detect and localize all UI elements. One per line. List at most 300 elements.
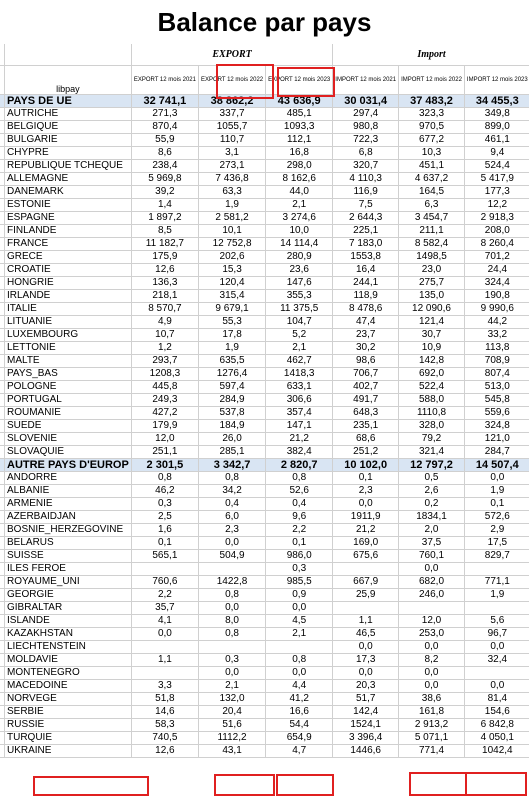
value-cell[interactable]: 23,6	[266, 264, 333, 277]
country-cell[interactable]: BELGIQUE	[5, 121, 132, 134]
value-cell[interactable]: 545,8	[464, 394, 529, 407]
value-cell[interactable]: 284,9	[198, 394, 265, 407]
value-cell[interactable]: 79,2	[399, 433, 465, 446]
value-cell[interactable]: 190,8	[464, 290, 529, 303]
value-cell[interactable]: 235,1	[333, 420, 399, 433]
value-cell[interactable]: 0,0	[464, 680, 529, 693]
value-cell[interactable]: 0,1	[131, 537, 198, 550]
value-cell[interactable]: 11 375,5	[266, 303, 333, 316]
value-cell[interactable]: 0,3	[131, 498, 198, 511]
value-cell[interactable]: 760,6	[131, 576, 198, 589]
country-cell[interactable]: SERBIE	[5, 706, 132, 719]
value-cell[interactable]: 293,7	[131, 355, 198, 368]
value-cell[interactable]: 3 342,7	[198, 459, 265, 472]
country-cell[interactable]: POLOGNE	[5, 381, 132, 394]
value-cell[interactable]: 0,8	[198, 628, 265, 641]
value-cell[interactable]: 32 741,1	[131, 95, 198, 108]
value-cell[interactable]: 0,1	[333, 472, 399, 485]
country-cell[interactable]: AZERBAIDJAN	[5, 511, 132, 524]
country-cell[interactable]: GEORGIE	[5, 589, 132, 602]
value-cell[interactable]: 273,1	[198, 160, 265, 173]
country-cell[interactable]: GRECE	[5, 251, 132, 264]
value-cell[interactable]: 21,2	[333, 524, 399, 537]
value-cell[interactable]: 8,2	[399, 654, 465, 667]
value-cell[interactable]	[266, 641, 333, 654]
country-cell[interactable]: ESTONIE	[5, 199, 132, 212]
value-cell[interactable]: 51,6	[198, 719, 265, 732]
value-cell[interactable]: 0,9	[266, 589, 333, 602]
value-cell[interactable]: 5,6	[464, 615, 529, 628]
value-cell[interactable]: 1112,2	[198, 732, 265, 745]
value-cell[interactable]: 0,8	[266, 654, 333, 667]
value-cell[interactable]: 46,5	[333, 628, 399, 641]
value-cell[interactable]: 10,7	[131, 329, 198, 342]
value-cell[interactable]: 154,6	[464, 706, 529, 719]
value-cell[interactable]: 4,5	[266, 615, 333, 628]
value-cell[interactable]: 35,7	[131, 602, 198, 615]
value-cell[interactable]: 328,0	[399, 420, 465, 433]
value-cell[interactable]: 6,3	[399, 199, 465, 212]
value-cell[interactable]: 81,4	[464, 693, 529, 706]
country-cell[interactable]: MOLDAVIE	[5, 654, 132, 667]
value-cell[interactable]: 559,6	[464, 407, 529, 420]
value-cell[interactable]: 324,4	[464, 277, 529, 290]
value-cell[interactable]: 32,4	[464, 654, 529, 667]
value-cell[interactable]: 16,6	[266, 706, 333, 719]
value-cell[interactable]: 4 050,1	[464, 732, 529, 745]
country-cell[interactable]: MACEDOINE	[5, 680, 132, 693]
country-cell[interactable]: CHYPRE	[5, 147, 132, 160]
country-cell[interactable]: NORVEGE	[5, 693, 132, 706]
value-cell[interactable]: 985,5	[266, 576, 333, 589]
value-cell[interactable]: 899,0	[464, 121, 529, 134]
value-cell[interactable]: 20,3	[333, 680, 399, 693]
value-cell[interactable]: 17,8	[198, 329, 265, 342]
country-cell[interactable]: ISLANDE	[5, 615, 132, 628]
country-cell[interactable]: REPUBLIQUE TCHEQUE	[5, 160, 132, 173]
value-cell[interactable]: 16,8	[266, 147, 333, 160]
value-cell[interactable]: 280,9	[266, 251, 333, 264]
value-cell[interactable]: 1,6	[131, 524, 198, 537]
value-cell[interactable]: 0,8	[131, 472, 198, 485]
value-cell[interactable]: 8 162,6	[266, 173, 333, 186]
value-cell[interactable]: 12,0	[131, 433, 198, 446]
value-cell[interactable]: 1911,9	[333, 511, 399, 524]
value-cell[interactable]: 315,4	[198, 290, 265, 303]
country-cell[interactable]: LUXEMBOURG	[5, 329, 132, 342]
value-cell[interactable]: 12,6	[131, 264, 198, 277]
value-cell[interactable]: 218,1	[131, 290, 198, 303]
value-cell[interactable]: 6,0	[198, 511, 265, 524]
country-cell[interactable]: UKRAINE	[5, 745, 132, 758]
country-cell[interactable]: IRLANDE	[5, 290, 132, 303]
value-cell[interactable]: 708,9	[464, 355, 529, 368]
value-cell[interactable]: 0,0	[333, 498, 399, 511]
value-cell[interactable]: 5 969,8	[131, 173, 198, 186]
value-cell[interactable]: 147,1	[266, 420, 333, 433]
value-cell[interactable]: 675,6	[333, 550, 399, 563]
value-cell[interactable]: 349,8	[464, 108, 529, 121]
value-cell[interactable]: 565,1	[131, 550, 198, 563]
value-cell[interactable]: 2,0	[399, 524, 465, 537]
value-cell[interactable]: 9 679,1	[198, 303, 265, 316]
value-cell[interactable]: 0,0	[198, 602, 265, 615]
value-cell[interactable]: 2 918,3	[464, 212, 529, 225]
value-cell[interactable]	[333, 563, 399, 576]
value-cell[interactable]: 14,6	[131, 706, 198, 719]
value-cell[interactable]: 0,0	[198, 537, 265, 550]
country-cell[interactable]: AUTRE PAYS D'EUROP	[5, 459, 132, 472]
value-cell[interactable]: 51,8	[131, 693, 198, 706]
value-cell[interactable]: 23,7	[333, 329, 399, 342]
country-cell[interactable]: GIBRALTAR	[5, 602, 132, 615]
value-cell[interactable]: 104,7	[266, 316, 333, 329]
value-cell[interactable]: 10,1	[198, 225, 265, 238]
value-cell[interactable]: 26,0	[198, 433, 265, 446]
value-cell[interactable]: 2,3	[198, 524, 265, 537]
column-header[interactable]: EXPORT 12 mois 2021	[131, 66, 198, 95]
column-header[interactable]: EXPORT 12 mois 2023	[266, 66, 333, 95]
value-cell[interactable]: 7,5	[333, 199, 399, 212]
value-cell[interactable]: 1418,3	[266, 368, 333, 381]
value-cell[interactable]: 98,6	[333, 355, 399, 368]
country-cell[interactable]: LETTONIE	[5, 342, 132, 355]
country-cell[interactable]: ALLEMAGNE	[5, 173, 132, 186]
value-cell[interactable]: 4 110,3	[333, 173, 399, 186]
value-cell[interactable]: 3,3	[131, 680, 198, 693]
value-cell[interactable]: 8 260,4	[464, 238, 529, 251]
value-cell[interactable]: 147,6	[266, 277, 333, 290]
country-cell[interactable]: BOSNIE_HERZEGOVINE	[5, 524, 132, 537]
value-cell[interactable]: 113,8	[464, 342, 529, 355]
value-cell[interactable]: 0,1	[266, 537, 333, 550]
value-cell[interactable]: 0,8	[266, 472, 333, 485]
value-cell[interactable]: 135,0	[399, 290, 465, 303]
value-cell[interactable]: 4,7	[266, 745, 333, 758]
value-cell[interactable]: 225,1	[333, 225, 399, 238]
value-cell[interactable]: 55,9	[131, 134, 198, 147]
value-cell[interactable]: 0,3	[198, 654, 265, 667]
value-cell[interactable]: 0,8	[198, 589, 265, 602]
value-cell[interactable]: 68,6	[333, 433, 399, 446]
value-cell[interactable]: 3 274,6	[266, 212, 333, 225]
value-cell[interactable]: 251,1	[131, 446, 198, 459]
value-cell[interactable]: 0,0	[266, 667, 333, 680]
value-cell[interactable]: 10,0	[266, 225, 333, 238]
value-cell[interactable]: 15,3	[198, 264, 265, 277]
value-cell[interactable]: 12,6	[131, 745, 198, 758]
value-cell[interactable]: 2,2	[266, 524, 333, 537]
value-cell[interactable]: 504,9	[198, 550, 265, 563]
value-cell[interactable]: 2,2	[131, 589, 198, 602]
value-cell[interactable]: 9,4	[464, 147, 529, 160]
value-cell[interactable]: 14 507,4	[464, 459, 529, 472]
value-cell[interactable]: 4 637,2	[399, 173, 465, 186]
value-cell[interactable]: 16,4	[333, 264, 399, 277]
value-cell[interactable]: 12 090,6	[399, 303, 465, 316]
value-cell[interactable]: 0,0	[399, 563, 465, 576]
value-cell[interactable]: 980,8	[333, 121, 399, 134]
value-cell[interactable]: 355,3	[266, 290, 333, 303]
value-cell[interactable]: 30,2	[333, 342, 399, 355]
country-cell[interactable]: AUTRICHE	[5, 108, 132, 121]
value-cell[interactable]: 1,2	[131, 342, 198, 355]
value-cell[interactable]: 1055,7	[198, 121, 265, 134]
country-cell[interactable]: KAZAKHSTAN	[5, 628, 132, 641]
value-cell[interactable]: 1,1	[131, 654, 198, 667]
value-cell[interactable]: 667,9	[333, 576, 399, 589]
value-cell[interactable]: 17,3	[333, 654, 399, 667]
column-header[interactable]: IMPORT 12 mois 2021	[333, 66, 399, 95]
country-cell[interactable]: MALTE	[5, 355, 132, 368]
column-header[interactable]: EXPORT 12 mois 2022	[198, 66, 265, 95]
libpay-header[interactable]: libpay	[5, 66, 132, 95]
value-cell[interactable]: 17,5	[464, 537, 529, 550]
value-cell[interactable]: 1276,4	[198, 368, 265, 381]
country-cell[interactable]: ROYAUME_UNI	[5, 576, 132, 589]
value-cell[interactable]: 10 102,0	[333, 459, 399, 472]
value-cell[interactable]: 0,3	[266, 563, 333, 576]
value-cell[interactable]: 37 483,2	[399, 95, 465, 108]
value-cell[interactable]: 9,6	[266, 511, 333, 524]
value-cell[interactable]: 0,4	[266, 498, 333, 511]
country-cell[interactable]: ITALIE	[5, 303, 132, 316]
value-cell[interactable]: 142,8	[399, 355, 465, 368]
value-cell[interactable]: 164,5	[399, 186, 465, 199]
value-cell[interactable]: 1,9	[464, 485, 529, 498]
value-cell[interactable]: 485,1	[266, 108, 333, 121]
value-cell[interactable]: 46,2	[131, 485, 198, 498]
country-cell[interactable]: TURQUIE	[5, 732, 132, 745]
country-cell[interactable]: BELARUS	[5, 537, 132, 550]
value-cell[interactable]: 6,8	[333, 147, 399, 160]
value-cell[interactable]: 14 114,4	[266, 238, 333, 251]
column-header[interactable]: IMPORT 12 mois 2023	[464, 66, 529, 95]
country-cell[interactable]: DANEMARK	[5, 186, 132, 199]
value-cell[interactable]: 1,9	[464, 589, 529, 602]
value-cell[interactable]: 572,6	[464, 511, 529, 524]
value-cell[interactable]	[198, 563, 265, 576]
value-cell[interactable]: 38 862,2	[198, 95, 265, 108]
value-cell[interactable]: 760,1	[399, 550, 465, 563]
value-cell[interactable]: 30 031,4	[333, 95, 399, 108]
value-cell[interactable]: 11 182,7	[131, 238, 198, 251]
value-cell[interactable]: 136,3	[131, 277, 198, 290]
value-cell[interactable]: 175,9	[131, 251, 198, 264]
value-cell[interactable]: 112,1	[266, 134, 333, 147]
value-cell[interactable]: 3 454,7	[399, 212, 465, 225]
value-cell[interactable]: 524,4	[464, 160, 529, 173]
value-cell[interactable]	[464, 563, 529, 576]
value-cell[interactable]: 0,0	[464, 641, 529, 654]
value-cell[interactable]: 1422,8	[198, 576, 265, 589]
value-cell[interactable]: 12 797,2	[399, 459, 465, 472]
value-cell[interactable]: 427,2	[131, 407, 198, 420]
column-header[interactable]: IMPORT 12 mois 2022	[399, 66, 465, 95]
value-cell[interactable]: 116,9	[333, 186, 399, 199]
value-cell[interactable]: 10,3	[399, 147, 465, 160]
value-cell[interactable]: 51,7	[333, 693, 399, 706]
value-cell[interactable]: 2,9	[464, 524, 529, 537]
value-cell[interactable]: 2 301,5	[131, 459, 198, 472]
value-cell[interactable]: 5 071,1	[399, 732, 465, 745]
value-cell[interactable]: 246,0	[399, 589, 465, 602]
country-cell[interactable]: HONGRIE	[5, 277, 132, 290]
value-cell[interactable]: 1,1	[333, 615, 399, 628]
value-cell[interactable]: 0,5	[399, 472, 465, 485]
country-cell[interactable]: BULGARIE	[5, 134, 132, 147]
country-cell[interactable]: RUSSIE	[5, 719, 132, 732]
value-cell[interactable]: 4,1	[131, 615, 198, 628]
value-cell[interactable]: 462,7	[266, 355, 333, 368]
value-cell[interactable]: 451,1	[399, 160, 465, 173]
value-cell[interactable]: 588,0	[399, 394, 465, 407]
value-cell[interactable]: 692,0	[399, 368, 465, 381]
country-cell[interactable]: PORTUGAL	[5, 394, 132, 407]
country-cell[interactable]: SUISSE	[5, 550, 132, 563]
value-cell[interactable]: 120,4	[198, 277, 265, 290]
country-cell[interactable]: ROUMANIE	[5, 407, 132, 420]
value-cell[interactable]: 0,0	[399, 641, 465, 654]
value-cell[interactable]: 0,8	[198, 472, 265, 485]
value-cell[interactable]: 0,0	[333, 667, 399, 680]
value-cell[interactable]: 275,7	[399, 277, 465, 290]
value-cell[interactable]: 297,4	[333, 108, 399, 121]
value-cell[interactable]: 513,0	[464, 381, 529, 394]
value-cell[interactable]: 208,0	[464, 225, 529, 238]
value-cell[interactable]: 1834,1	[399, 511, 465, 524]
value-cell[interactable]	[464, 667, 529, 680]
value-cell[interactable]: 2,5	[131, 511, 198, 524]
value-cell[interactable]: 2 820,7	[266, 459, 333, 472]
value-cell[interactable]: 461,1	[464, 134, 529, 147]
value-cell[interactable]: 30,7	[399, 329, 465, 342]
value-cell[interactable]: 21,2	[266, 433, 333, 446]
value-cell[interactable]: 1,9	[198, 342, 265, 355]
value-cell[interactable]: 1,4	[131, 199, 198, 212]
value-cell[interactable]: 324,8	[464, 420, 529, 433]
value-cell[interactable]: 986,0	[266, 550, 333, 563]
value-cell[interactable]: 5 417,9	[464, 173, 529, 186]
value-cell[interactable]: 323,3	[399, 108, 465, 121]
value-cell[interactable]: 8 478,6	[333, 303, 399, 316]
value-cell[interactable]: 9 990,6	[464, 303, 529, 316]
value-cell[interactable]: 10,9	[399, 342, 465, 355]
value-cell[interactable]: 7 436,8	[198, 173, 265, 186]
value-cell[interactable]: 2,6	[399, 485, 465, 498]
value-cell[interactable]: 0,0	[131, 628, 198, 641]
country-cell[interactable]: LITUANIE	[5, 316, 132, 329]
value-cell[interactable]: 0,0	[399, 680, 465, 693]
value-cell[interactable]: 4,4	[266, 680, 333, 693]
value-cell[interactable]: 445,8	[131, 381, 198, 394]
value-cell[interactable]: 1,9	[198, 199, 265, 212]
value-cell[interactable]: 285,1	[198, 446, 265, 459]
value-cell[interactable]: 1498,5	[399, 251, 465, 264]
value-cell[interactable]: 202,6	[198, 251, 265, 264]
country-cell[interactable]: ILES FEROE	[5, 563, 132, 576]
value-cell[interactable]: 38,6	[399, 693, 465, 706]
value-cell[interactable]: 0,0	[198, 667, 265, 680]
value-cell[interactable]: 249,3	[131, 394, 198, 407]
value-cell[interactable]: 2,1	[266, 628, 333, 641]
value-cell[interactable]	[464, 602, 529, 615]
value-cell[interactable]: 41,2	[266, 693, 333, 706]
value-cell[interactable]: 722,3	[333, 134, 399, 147]
value-cell[interactable]: 2,1	[198, 680, 265, 693]
value-cell[interactable]: 211,1	[399, 225, 465, 238]
value-cell[interactable]: 44,0	[266, 186, 333, 199]
value-cell[interactable]: 357,4	[266, 407, 333, 420]
country-cell[interactable]: PAYS DE UE	[5, 95, 132, 108]
value-cell[interactable]: 1093,3	[266, 121, 333, 134]
value-cell[interactable]	[131, 641, 198, 654]
value-cell[interactable]: 0,0	[464, 472, 529, 485]
value-cell[interactable]: 251,2	[333, 446, 399, 459]
value-cell[interactable]: 829,7	[464, 550, 529, 563]
value-cell[interactable]: 25,9	[333, 589, 399, 602]
value-cell[interactable]: 0,0	[399, 667, 465, 680]
country-cell[interactable]: MONTENEGRO	[5, 667, 132, 680]
value-cell[interactable]: 12,2	[464, 199, 529, 212]
value-cell[interactable]: 701,2	[464, 251, 529, 264]
value-cell[interactable]: 648,3	[333, 407, 399, 420]
value-cell[interactable]: 740,5	[131, 732, 198, 745]
value-cell[interactable]: 184,9	[198, 420, 265, 433]
value-cell[interactable]: 271,3	[131, 108, 198, 121]
country-cell[interactable]: PAYS_BAS	[5, 368, 132, 381]
value-cell[interactable]: 8,0	[198, 615, 265, 628]
value-cell[interactable]: 1553,8	[333, 251, 399, 264]
value-cell[interactable]: 8 582,4	[399, 238, 465, 251]
value-cell[interactable]: 43,1	[198, 745, 265, 758]
value-cell[interactable]: 8,5	[131, 225, 198, 238]
value-cell[interactable]: 63,3	[198, 186, 265, 199]
value-cell[interactable]: 537,8	[198, 407, 265, 420]
value-cell[interactable]: 635,5	[198, 355, 265, 368]
value-cell[interactable]: 244,1	[333, 277, 399, 290]
value-cell[interactable]: 2 644,3	[333, 212, 399, 225]
value-cell[interactable]: 491,7	[333, 394, 399, 407]
value-cell[interactable]: 121,4	[399, 316, 465, 329]
value-cell[interactable]: 970,5	[399, 121, 465, 134]
value-cell[interactable]: 20,4	[198, 706, 265, 719]
value-cell[interactable]: 43 636,9	[266, 95, 333, 108]
country-cell[interactable]: SLOVAQUIE	[5, 446, 132, 459]
value-cell[interactable]: 4,9	[131, 316, 198, 329]
value-cell[interactable]: 169,0	[333, 537, 399, 550]
value-cell[interactable]: 3 396,4	[333, 732, 399, 745]
value-cell[interactable]: 12 752,8	[198, 238, 265, 251]
value-cell[interactable]: 8 570,7	[131, 303, 198, 316]
value-cell[interactable]: 382,4	[266, 446, 333, 459]
value-cell[interactable]: 39,2	[131, 186, 198, 199]
value-cell[interactable]: 96,7	[464, 628, 529, 641]
value-cell[interactable]	[198, 641, 265, 654]
value-cell[interactable]: 132,0	[198, 693, 265, 706]
value-cell[interactable]: 402,7	[333, 381, 399, 394]
value-cell[interactable]: 58,3	[131, 719, 198, 732]
value-cell[interactable]: 34,2	[198, 485, 265, 498]
value-cell[interactable]	[333, 602, 399, 615]
value-cell[interactable]: 37,5	[399, 537, 465, 550]
value-cell[interactable]: 110,7	[198, 134, 265, 147]
value-cell[interactable]: 179,9	[131, 420, 198, 433]
value-cell[interactable]	[399, 602, 465, 615]
value-cell[interactable]: 1 897,2	[131, 212, 198, 225]
value-cell[interactable]: 23,0	[399, 264, 465, 277]
value-cell[interactable]: 142,4	[333, 706, 399, 719]
